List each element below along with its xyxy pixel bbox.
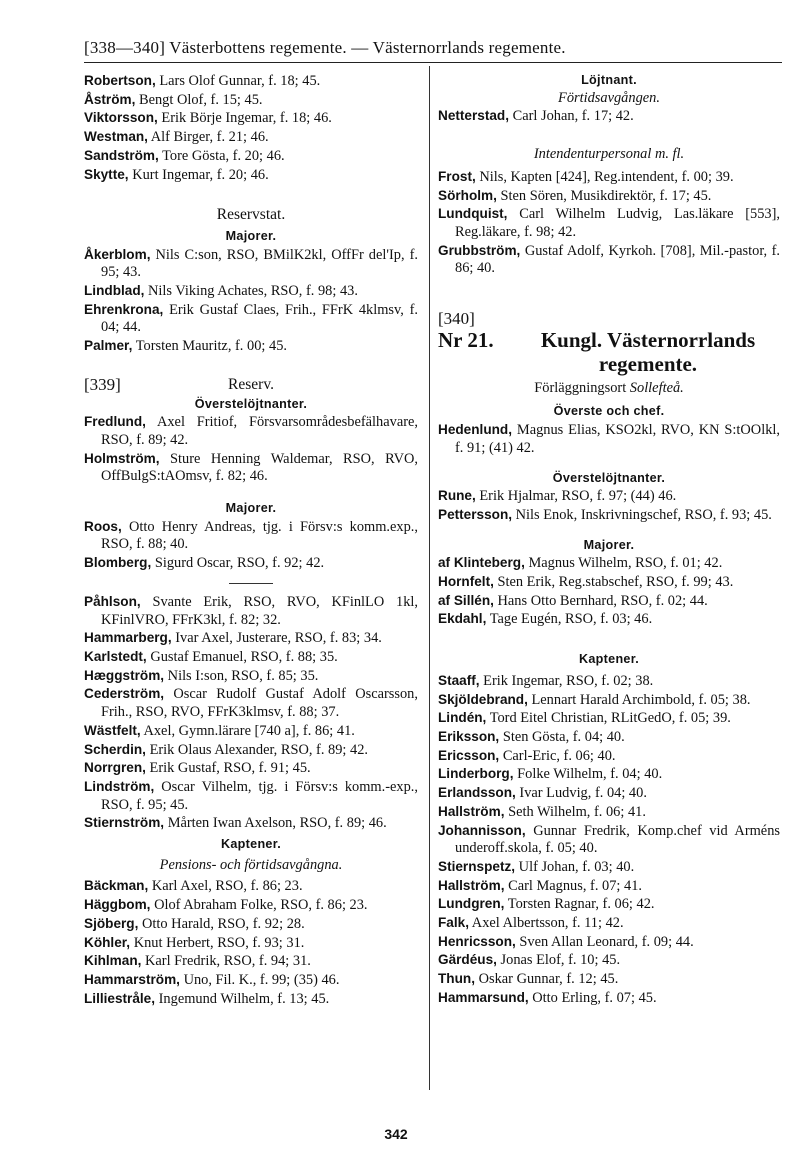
entry-surname: Lindén, xyxy=(438,710,487,726)
entry-details: Tage Eugén, RSO, f. 03; 46. xyxy=(489,611,653,628)
list-item xyxy=(438,822,780,858)
entry-surname: Stiernström, xyxy=(84,815,165,831)
list-item xyxy=(438,728,780,747)
header-rule xyxy=(84,62,782,63)
entry-details: Kurt Ingemar, f. 20; 46. xyxy=(132,166,269,183)
entry-details: Ingemund Wilhelm, f. 13; 45. xyxy=(158,990,330,1007)
entry-surname: Viktorsson, xyxy=(84,110,158,126)
list-item xyxy=(438,691,780,710)
entry-surname: Lindblad, xyxy=(84,283,145,299)
entry-surname: Sjöberg, xyxy=(84,915,139,931)
entry-surname: Frost, xyxy=(438,168,476,184)
entry-details: Sigurd Oscar, RSO, f. 92; 42. xyxy=(154,555,325,572)
lojtnant-subheading: Förtidsavgången. xyxy=(558,89,660,106)
list-item xyxy=(84,246,418,282)
entry-surname: Karlstedt, xyxy=(84,648,147,664)
reservstat-majorer-heading: Majorer. xyxy=(225,228,277,243)
section-number-339: [339] xyxy=(84,374,121,394)
entry-details: Folke Wilhelm, f. 04; 40. xyxy=(517,766,663,783)
entry-surname: Johannisson, xyxy=(438,822,526,838)
entry-details: Magnus Elias, KSO2kl, RVO, KN S:tOOlkl, f. 91; (41) 42. xyxy=(455,422,780,456)
entry-surname: Hallström, xyxy=(438,803,505,819)
entry-details: Nils I:son, RSO, f. 85; 35. xyxy=(167,667,319,684)
entry-details: Hans Otto Bernhard, RSO, f. 02; 44. xyxy=(497,592,708,609)
entry-details: Erik Ingemar, RSO, f. 02; 38. xyxy=(483,672,654,689)
oversteloj-heading: Överstelöjtnanter. xyxy=(552,470,666,485)
list-item xyxy=(84,685,418,721)
entry-surname: Påhlson, xyxy=(84,593,141,609)
entry-details: Karl Fredrik, RSO, f. 94; 31. xyxy=(145,953,311,970)
list-item xyxy=(84,72,418,91)
list-item xyxy=(438,107,780,126)
lojtnant-entries xyxy=(438,107,780,126)
entry-details: Lennart Harald Archimbold, f. 05; 38. xyxy=(531,691,751,708)
top-entries xyxy=(84,72,418,184)
entry-surname: Roos, xyxy=(84,518,122,534)
list-item xyxy=(438,895,780,914)
reserv-oversteloj-entries xyxy=(84,413,418,486)
left-column xyxy=(84,72,418,1008)
majorer-heading: Majorer. xyxy=(583,537,635,552)
forlaggning-line xyxy=(438,380,780,398)
entry-surname: Lindström, xyxy=(84,778,155,794)
entry-details: Erik Börje Ingemar, f. 18; 46. xyxy=(161,110,332,127)
entry-details: Nils, Kapten [424], Reg.intendent, f. 00; 39. xyxy=(479,168,734,185)
list-item xyxy=(84,971,418,990)
intendentur-heading: Intendenturpersonal m. fl. xyxy=(533,146,685,163)
entry-surname: Rune, xyxy=(438,488,476,504)
list-item xyxy=(84,301,418,337)
entry-details: Oscar Rudolf Gustaf Adolf Oscarsson, Frih., RSO, RVO, FFrK3klmsv, f. 88; 37. xyxy=(101,686,418,721)
entry-surname: Hammarsund, xyxy=(438,989,529,1005)
regiment-number: Nr 21. xyxy=(438,327,494,352)
list-item xyxy=(438,933,780,952)
entry-details: Carl Wilhelm Ludvig, Las.läkare [553], Reg.läkare, f. 98; 42. xyxy=(455,206,780,240)
entry-surname: Scherdin, xyxy=(84,741,146,757)
reserv-majorer-entries xyxy=(84,518,418,573)
reserv-majorer-entries-2 xyxy=(84,593,418,833)
entry-surname: Hammarberg, xyxy=(84,630,172,646)
list-item xyxy=(84,91,418,110)
reserv-kaptener-entries xyxy=(84,877,418,1008)
forlaggning-label: Förläggningsort xyxy=(534,379,627,396)
regiment-title-row xyxy=(438,328,780,376)
entry-surname: Wästfelt, xyxy=(84,722,141,738)
list-item xyxy=(84,413,418,449)
entry-surname: Lilliestråle, xyxy=(84,990,156,1006)
right-column xyxy=(438,72,780,1008)
regiment-title: Kungl. Västernorrlands regemente. xyxy=(540,327,756,376)
entry-details: Sture Henning Waldemar, RSO, RVO, OffBulgS:tAOmsv, f. 82; 46. xyxy=(101,450,418,485)
entry-surname: Hammarström, xyxy=(84,971,180,987)
page-header: [338—340] Västerbottens regemente. — Västernorrlands regemente. xyxy=(84,38,566,57)
list-item xyxy=(438,914,780,933)
overste-entries xyxy=(438,421,780,457)
list-item xyxy=(438,168,780,187)
entry-surname: Falk, xyxy=(438,915,469,931)
entry-surname: Erlandsson, xyxy=(438,785,516,801)
entry-details: Ulf Johan, f. 03; 40. xyxy=(518,858,635,875)
entry-details: Sten Erik, Reg.stabschef, RSO, f. 99; 43. xyxy=(497,574,734,591)
list-item xyxy=(438,672,780,691)
entry-details: Uno, Fil. K., f. 99; (35) 46. xyxy=(183,971,340,988)
entry-surname: Stiernspetz, xyxy=(438,858,516,874)
list-item xyxy=(84,896,418,915)
entry-surname: Ehrenkrona, xyxy=(84,301,164,317)
entry-surname: Eriksson, xyxy=(438,728,500,744)
entry-details: Torsten Ragnar, f. 06; 42. xyxy=(507,896,655,913)
intendentur-entries xyxy=(438,168,780,278)
list-item xyxy=(84,877,418,896)
entry-surname: Palmer, xyxy=(84,338,133,354)
entry-surname: Henricsson, xyxy=(438,933,516,949)
list-item xyxy=(84,109,418,128)
entry-surname: Holmström, xyxy=(84,450,160,466)
entry-details: Olof Abraham Folke, RSO, f. 86; 23. xyxy=(154,897,368,914)
entry-details: Svante Erik, RSO, RVO, KFinlLO 1kl, KFinlVRO, FFrK3kl, f. 82; 32. xyxy=(101,593,418,628)
list-item xyxy=(438,989,780,1008)
entry-details: Oscar Vilhelm, tjg. i Försv:s komm.-exp., RSO, f. 95; 45. xyxy=(101,778,418,813)
entry-surname: Hallström, xyxy=(438,877,505,893)
entry-surname: Köhler, xyxy=(84,934,131,950)
list-item xyxy=(438,242,780,278)
list-item xyxy=(438,803,780,822)
oversteloj-entries xyxy=(438,487,780,524)
entry-details: Erik Gustaf, RSO, f. 91; 45. xyxy=(149,760,311,777)
entry-details: Carl Johan, f. 17; 42. xyxy=(512,108,634,125)
entry-surname: af Klinteberg, xyxy=(438,555,525,571)
entry-details: Alf Birger, f. 21; 46. xyxy=(150,129,269,146)
entry-details: Knut Herbert, RSO, f. 93; 31. xyxy=(133,934,305,951)
entry-surname: Pettersson, xyxy=(438,506,513,522)
entry-surname: Skytte, xyxy=(84,166,129,182)
list-item xyxy=(84,337,418,356)
reservstat-heading: Reservstat. xyxy=(216,206,286,224)
list-item xyxy=(438,858,780,877)
entry-surname: Skjöldebrand, xyxy=(438,691,528,707)
entry-details: Axel Albertsson, f. 11; 42. xyxy=(471,915,624,932)
entry-details: Erik Hjalmar, RSO, f. 97; (44) 46. xyxy=(479,488,677,505)
reserv-kaptener-heading: Kaptener. xyxy=(220,837,282,852)
list-item xyxy=(84,952,418,971)
entry-details: Nils C:son, RSO, BMilK2kl, OffFr del'Ip, f. 95; 43. xyxy=(101,246,418,281)
entry-details: Otto Harald, RSO, f. 92; 28. xyxy=(142,915,305,932)
list-item xyxy=(438,421,780,457)
entry-surname: Norrgren, xyxy=(84,760,146,776)
entry-details: Nils Viking Achates, RSO, f. 98; 43. xyxy=(148,283,358,300)
entry-details: Oskar Gunnar, f. 12; 45. xyxy=(478,971,619,988)
reserv-kaptener-subheading: Pensions- och förtidsavgångna. xyxy=(159,856,343,873)
list-item xyxy=(84,778,418,814)
list-item xyxy=(438,765,780,784)
entry-details: Magnus Wilhelm, RSO, f. 01; 42. xyxy=(528,555,723,572)
list-item xyxy=(84,667,418,686)
entry-surname: Hedenlund, xyxy=(438,422,513,438)
list-item xyxy=(84,722,418,741)
entry-surname: Staaff, xyxy=(438,672,480,688)
list-item xyxy=(84,554,418,573)
entry-surname: Åkerblom, xyxy=(84,246,151,262)
entry-surname: Kihlman, xyxy=(84,953,142,969)
list-item xyxy=(438,877,780,896)
list-item xyxy=(84,648,418,667)
entry-details: Sten Sören, Musikdirektör, f. 17; 45. xyxy=(500,187,712,204)
entry-surname: Åström, xyxy=(84,91,136,107)
entry-details: Nils Enok, Inskrivningschef, RSO, f. 93; 45. xyxy=(515,506,772,523)
entry-details: Karl Axel, RSO, f. 86; 23. xyxy=(151,878,303,895)
entry-details: Bengt Olof, f. 15; 45. xyxy=(138,91,263,108)
entry-details: Tord Eitel Christian, RLitGedO, f. 05; 39. xyxy=(489,710,731,727)
list-item xyxy=(84,166,418,185)
list-item xyxy=(84,282,418,301)
entry-surname: Grubbström, xyxy=(438,242,521,258)
majorer-entries xyxy=(438,554,780,629)
entry-details: Gunnar Fredrik, Komp.chef vid Arméns underoff.skola, f. 05; 40. xyxy=(455,822,780,857)
reserv-majorer-heading: Majorer. xyxy=(225,501,277,516)
list-item xyxy=(438,784,780,803)
list-item xyxy=(84,741,418,760)
entry-surname: Sandström, xyxy=(84,147,159,163)
reserv-heading-row xyxy=(84,376,418,394)
entry-details: Carl-Eric, f. 06; 40. xyxy=(502,747,616,764)
entry-details: Erik Gustaf Claes, Frih., FFrK 4klmsv, f. 04; 44. xyxy=(101,301,418,336)
list-item xyxy=(438,187,780,206)
lojtnant-heading: Löjtnant. xyxy=(581,73,637,87)
section-number-340: [340] xyxy=(438,309,475,329)
list-item xyxy=(438,951,780,970)
entry-details: Gustaf Emanuel, RSO, f. 88; 35. xyxy=(150,648,338,665)
reserv-heading: Reserv. xyxy=(228,375,274,393)
list-item xyxy=(84,128,418,147)
list-item xyxy=(438,573,780,592)
entry-details: Otto Henry Andreas, tjg. i Försv:s komm.exp., RSO, f. 88; 40. xyxy=(101,518,418,553)
entry-surname: Thun, xyxy=(438,971,475,987)
list-item xyxy=(84,629,418,648)
list-item xyxy=(438,506,780,525)
entry-surname: Westman, xyxy=(84,129,148,145)
entry-details: Lars Olof Gunnar, f. 18; 45. xyxy=(159,73,321,89)
kaptener-entries xyxy=(438,672,780,1008)
list-item xyxy=(84,990,418,1009)
list-item xyxy=(84,759,418,778)
entry-surname: Ericsson, xyxy=(438,747,500,763)
list-item xyxy=(84,934,418,953)
list-item xyxy=(84,915,418,934)
entry-surname: Netterstad, xyxy=(438,108,510,124)
entry-details: Torsten Mauritz, f. 00; 45. xyxy=(135,338,287,355)
entry-surname: Hornfelt, xyxy=(438,574,494,590)
reservstat-entries xyxy=(84,246,418,356)
entry-surname: Gärdéus, xyxy=(438,952,497,968)
entry-surname: Robertson, xyxy=(84,73,156,88)
list-item xyxy=(438,487,780,506)
entry-details: Mårten Iwan Axelson, RSO, f. 89; 46. xyxy=(167,815,387,832)
entry-details: Sten Gösta, f. 04; 40. xyxy=(502,728,625,745)
list-item xyxy=(438,970,780,989)
kaptener-heading: Kaptener. xyxy=(578,652,640,667)
entry-surname: Blomberg, xyxy=(84,555,152,571)
entry-surname: Cederström, xyxy=(84,686,165,702)
entry-details: Ivar Ludvig, f. 04; 40. xyxy=(519,785,647,802)
entry-surname: Lundquist, xyxy=(438,206,508,222)
entry-surname: Lundgren, xyxy=(438,896,505,912)
entry-surname: Hæggström, xyxy=(84,667,165,683)
reserv-oversteloj-heading: Överstelöjtnanter. xyxy=(194,396,308,411)
entry-details: Sven Allan Leonard, f. 09; 44. xyxy=(519,933,694,950)
list-item xyxy=(84,593,418,629)
column-divider xyxy=(429,66,430,1090)
entry-surname: Fredlund, xyxy=(84,414,146,430)
entry-details: Jonas Elof, f. 10; 45. xyxy=(500,952,621,969)
list-item xyxy=(84,814,418,833)
list-item xyxy=(438,747,780,766)
list-item xyxy=(438,554,780,573)
overste-heading: Överste och chef. xyxy=(553,404,665,419)
entry-details: Erik Olaus Alexander, RSO, f. 89; 42. xyxy=(149,741,369,758)
entry-details: Seth Wilhelm, f. 06; 41. xyxy=(508,803,646,820)
entry-details: Tore Gösta, f. 20; 46. xyxy=(162,147,285,164)
entry-surname: Linderborg, xyxy=(438,766,514,782)
entry-details: Gustaf Adolf, Kyrkoh. [708], Mil.-pastor, f. 86; 40. xyxy=(455,242,780,277)
list-item xyxy=(438,709,780,728)
entry-details: Carl Magnus, f. 07; 41. xyxy=(508,877,642,894)
entry-details: Otto Erling, f. 07; 45. xyxy=(532,989,657,1006)
entry-details: Axel Fritiof, Försvarsområdesbefälhavare, RSO, f. 89; 42. xyxy=(101,414,418,448)
list-item xyxy=(438,610,780,629)
entry-surname: Ekdahl, xyxy=(438,611,487,627)
page-number: 342 xyxy=(384,1126,408,1142)
entry-surname: Sörholm, xyxy=(438,187,497,203)
list-item xyxy=(84,450,418,486)
forlaggning-place: Sollefteå. xyxy=(629,379,684,396)
entry-surname: Bäckman, xyxy=(84,878,149,894)
entry-surname: af Sillén, xyxy=(438,592,494,608)
list-item xyxy=(438,205,780,241)
list-item xyxy=(438,592,780,611)
entry-details: Ivar Axel, Justerare, RSO, f. 83; 34. xyxy=(175,630,382,647)
entry-details: Axel, Gymn.lärare [740 a], f. 86; 41. xyxy=(143,722,355,739)
entry-surname: Häggbom, xyxy=(84,897,151,913)
list-item xyxy=(84,518,418,554)
list-item xyxy=(84,147,418,166)
